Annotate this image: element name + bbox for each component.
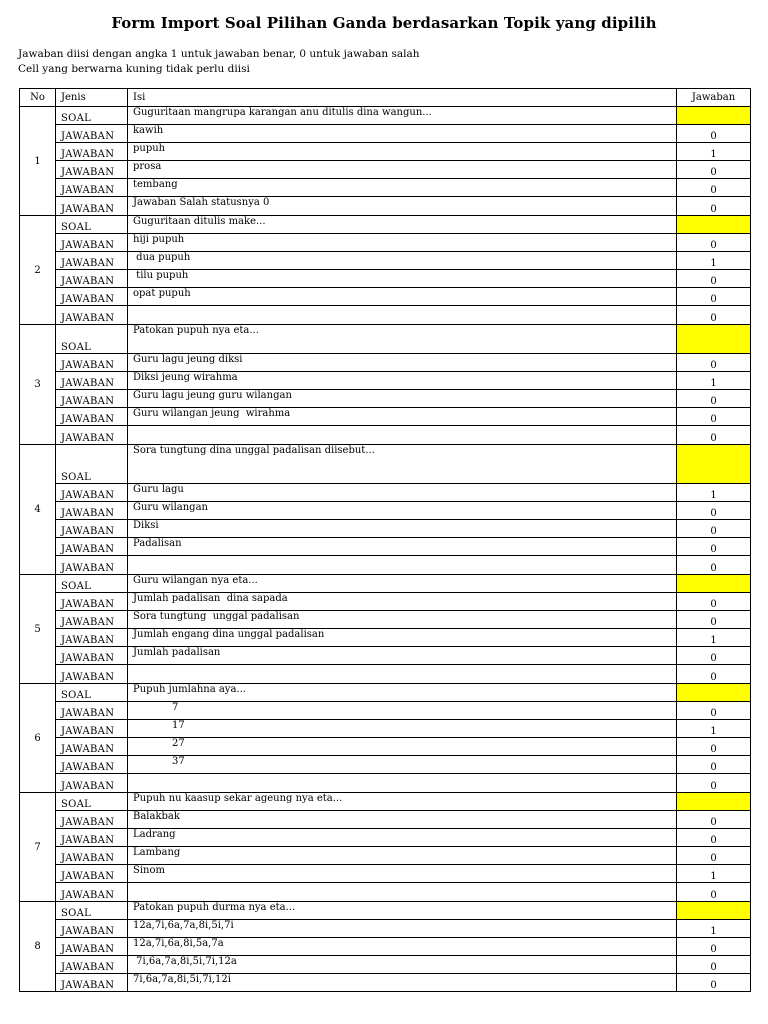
answer-key-cell[interactable]: 0 [677,756,751,774]
jenis-cell: JAWABAN [56,811,128,829]
answer-text[interactable] [128,774,677,793]
answer-key-cell[interactable]: 0 [677,408,751,426]
jenis-cell: SOAL [56,216,128,234]
answer-key-cell[interactable]: 0 [677,938,751,956]
answer-row [20,593,751,611]
answer-text[interactable]: Jawaban Salah statusnya 0 [128,197,677,216]
question-row [20,575,751,593]
answer-row [20,270,751,288]
answer-key-cell[interactable]: 0 [677,426,751,445]
question-number: 8 [20,902,56,992]
answer-text[interactable] [128,306,677,325]
answer-text[interactable]: Guru lagu jeung guru wilangan [128,390,677,408]
answer-row [20,647,751,665]
question-number: 4 [20,445,56,575]
jenis-cell: JAWABAN [56,847,128,865]
answer-key-cell[interactable]: 0 [677,974,751,992]
question-body [20,107,751,992]
jenis-cell: JAWABAN [56,179,128,197]
question-table [19,88,751,992]
answer-text[interactable]: tilu pupuh [128,270,677,288]
question-row [20,684,751,702]
answer-row [20,974,751,992]
header-no: No [20,89,56,107]
answer-text[interactable]: Diksi [128,520,677,538]
answer-row [20,611,751,629]
answer-key-cell[interactable]: 1 [677,372,751,390]
answer-key-cell[interactable]: 0 [677,811,751,829]
answer-row [20,252,751,270]
header-jenis: Jenis [56,89,128,107]
answer-row [20,829,751,847]
question-text[interactable]: Patokan pupuh nya eta... [128,325,677,354]
answer-text[interactable] [128,883,677,902]
question-text[interactable]: Guguritaan ditulis make... [128,216,677,234]
answer-row [20,938,751,956]
jenis-cell: JAWABAN [56,390,128,408]
answer-key-cell[interactable]: 0 [677,829,751,847]
answer-key-cell[interactable]: 0 [677,738,751,756]
question-row [20,107,751,125]
question-number: 3 [20,325,56,445]
question-number: 7 [20,793,56,902]
answer-key-cell[interactable]: 0 [677,197,751,216]
jenis-cell: JAWABAN [56,556,128,575]
question-number: 2 [20,216,56,325]
jenis-cell: JAWABAN [56,629,128,647]
answer-text[interactable]: 17 [128,720,677,738]
jenis-cell: JAWABAN [56,426,128,445]
answer-text[interactable]: Balakbak [128,811,677,829]
answer-text[interactable]: kawih [128,125,677,143]
answer-row [20,811,751,829]
answer-text[interactable]: pupuh [128,143,677,161]
answer-row [20,354,751,372]
answer-row [20,390,751,408]
jenis-cell: JAWABAN [56,125,128,143]
answer-text[interactable]: Padalisan [128,538,677,556]
answer-key-cell-highlighted [677,902,751,920]
question-row [20,445,751,484]
question-number: 6 [20,684,56,793]
answer-key-cell-highlighted [677,325,751,354]
answer-key-cell[interactable]: 0 [677,593,751,611]
page-title: Form Import Soal Pilihan Ganda berdasarkan Topik yang dipilih [111,14,657,32]
answer-text[interactable] [128,556,677,575]
answer-text[interactable]: Guru lagu jeung diksi [128,354,677,372]
question-text[interactable]: Guru wilangan nya eta... [128,575,677,593]
jenis-cell: JAWABAN [56,829,128,847]
jenis-cell: SOAL [56,793,128,811]
answer-text[interactable]: 12a,7i,6a,7a,8i,5i,7i [128,920,677,938]
answer-key-cell[interactable]: 0 [677,611,751,629]
answer-row [20,288,751,306]
answer-key-cell-highlighted [677,575,751,593]
answer-text[interactable]: 12a,7i,6a,8i,5a,7a [128,938,677,956]
answer-key-cell[interactable]: 0 [677,270,751,288]
answer-row [20,720,751,738]
jenis-cell: SOAL [56,445,128,484]
answer-key-cell[interactable]: 1 [677,629,751,647]
answer-text[interactable]: 7 [128,702,677,720]
question-number: 5 [20,575,56,684]
header-row [20,89,751,107]
jenis-cell: JAWABAN [56,647,128,665]
instruction-line: Jawaban diisi dengan angka 1 untuk jawaban benar, 0 untuk jawaban salah [18,48,420,60]
jenis-cell: JAWABAN [56,611,128,629]
answer-key-cell-highlighted [677,793,751,811]
answer-text[interactable]: tembang [128,179,677,197]
answer-row [20,197,751,216]
header-isi: Isi [128,89,677,107]
answer-text[interactable]: prosa [128,161,677,179]
answer-key-cell[interactable]: 0 [677,665,751,684]
answer-row [20,883,751,902]
answer-text[interactable]: Diksi jeung wirahma [128,372,677,390]
answer-row [20,665,751,684]
answer-key-cell[interactable]: 0 [677,179,751,197]
jenis-cell: JAWABAN [56,956,128,974]
jenis-cell: SOAL [56,325,128,354]
answer-key-cell[interactable]: 0 [677,647,751,665]
jenis-cell: JAWABAN [56,502,128,520]
answer-text[interactable]: Jumlah engang dina unggal padalisan [128,629,677,647]
jenis-cell: JAWABAN [56,738,128,756]
answer-row [20,502,751,520]
jenis-cell: JAWABAN [56,665,128,684]
answer-key-cell[interactable]: 0 [677,883,751,902]
question-number: 1 [20,107,56,216]
jenis-cell: SOAL [56,575,128,593]
answer-row [20,408,751,426]
answer-row [20,756,751,774]
jenis-cell: JAWABAN [56,593,128,611]
answer-key-cell[interactable]: 1 [677,720,751,738]
answer-key-cell[interactable]: 0 [677,847,751,865]
answer-text[interactable]: Lambang [128,847,677,865]
answer-key-cell-highlighted [677,107,751,125]
answer-key-cell[interactable]: 0 [677,774,751,793]
jenis-cell: SOAL [56,107,128,125]
question-text[interactable]: Guguritaan mangrupa karangan anu ditulis dina wangun... [128,107,677,125]
answer-row [20,426,751,445]
question-text[interactable]: Patokan pupuh durma nya eta... [128,902,677,920]
answer-key-cell[interactable]: 1 [677,865,751,883]
answer-text[interactable]: Jumlah padalisan [128,647,677,665]
answer-row [20,865,751,883]
answer-text[interactable]: 27 [128,738,677,756]
jenis-cell: JAWABAN [56,756,128,774]
answer-row [20,556,751,575]
question-row [20,325,751,354]
answer-key-cell[interactable]: 0 [677,502,751,520]
answer-key-cell[interactable]: 0 [677,520,751,538]
instruction-line: Cell yang berwarna kuning tidak perlu diisi [18,62,250,75]
answer-key-cell[interactable]: 0 [677,234,751,252]
answer-row [20,538,751,556]
header-jawaban: Jawaban [677,89,751,107]
answer-key-cell[interactable]: 1 [677,143,751,161]
answer-row [20,372,751,390]
jenis-cell: JAWABAN [56,938,128,956]
answer-key-cell[interactable]: 0 [677,354,751,372]
answer-text[interactable]: Guru wilangan jeung wirahma [128,408,677,426]
answer-row [20,143,751,161]
instructions [18,47,419,76]
answer-row [20,161,751,179]
answer-text[interactable]: 7i,6a,7a,8i,5i,7i,12a [128,956,677,974]
question-row [20,216,751,234]
jenis-cell: JAWABAN [56,270,128,288]
answer-row [20,920,751,938]
jenis-cell: JAWABAN [56,520,128,538]
answer-text[interactable] [128,426,677,445]
jenis-cell: JAWABAN [56,920,128,938]
answer-text[interactable]: Guru lagu [128,484,677,502]
jenis-cell: JAWABAN [56,702,128,720]
answer-row [20,629,751,647]
answer-row [20,956,751,974]
answer-text[interactable]: 37 [128,756,677,774]
jenis-cell: JAWABAN [56,538,128,556]
question-text[interactable]: Pupuh nu kaasup sekar ageung nya eta... [128,793,677,811]
jenis-cell: JAWABAN [56,720,128,738]
jenis-cell: JAWABAN [56,354,128,372]
answer-row [20,774,751,793]
answer-text[interactable]: opat pupuh [128,288,677,306]
answer-text[interactable]: Sinom [128,865,677,883]
jenis-cell: JAWABAN [56,372,128,390]
answer-text[interactable]: 7i,6a,7a,8i,5i,7i,12i [128,974,677,992]
question-row [20,902,751,920]
jenis-cell: JAWABAN [56,197,128,216]
jenis-cell: SOAL [56,684,128,702]
answer-row [20,738,751,756]
jenis-cell: JAWABAN [56,143,128,161]
question-text[interactable]: Pupuh jumlahna aya... [128,684,677,702]
jenis-cell: JAWABAN [56,865,128,883]
answer-text[interactable]: Guru wilangan [128,502,677,520]
jenis-cell: JAWABAN [56,408,128,426]
answer-row [20,234,751,252]
jenis-cell: JAWABAN [56,883,128,902]
answer-text[interactable]: dua pupuh [128,252,677,270]
answer-row [20,484,751,502]
answer-key-cell[interactable]: 0 [677,702,751,720]
answer-key-cell[interactable]: 0 [677,390,751,408]
answer-text[interactable]: Ladrang [128,829,677,847]
answer-key-cell[interactable]: 0 [677,956,751,974]
answer-key-cell[interactable]: 0 [677,306,751,325]
jenis-cell: JAWABAN [56,252,128,270]
jenis-cell: JAWABAN [56,161,128,179]
answer-text[interactable]: hiji pupuh [128,234,677,252]
jenis-cell: JAWABAN [56,774,128,793]
answer-key-cell[interactable]: 1 [677,252,751,270]
answer-row [20,179,751,197]
jenis-cell: JAWABAN [56,234,128,252]
answer-key-cell-highlighted [677,684,751,702]
question-row [20,793,751,811]
answer-row [20,520,751,538]
jenis-cell: JAWABAN [56,288,128,306]
answer-row [20,125,751,143]
jenis-cell: JAWABAN [56,974,128,992]
answer-key-cell[interactable]: 0 [677,288,751,306]
answer-row [20,702,751,720]
answer-text[interactable]: Sora tungtung unggal padalisan [128,611,677,629]
jenis-cell: SOAL [56,902,128,920]
answer-row [20,306,751,325]
answer-key-cell[interactable]: 0 [677,125,751,143]
answer-key-cell-highlighted [677,445,751,484]
answer-text[interactable]: Jumlah padalisan dina sapada [128,593,677,611]
answer-row [20,847,751,865]
answer-key-cell[interactable]: 0 [677,556,751,575]
jenis-cell: JAWABAN [56,306,128,325]
answer-key-cell[interactable]: 1 [677,920,751,938]
question-text[interactable]: Sora tungtung dina unggal padalisan diisebut... [128,445,677,484]
answer-text[interactable] [128,665,677,684]
answer-key-cell[interactable]: 0 [677,161,751,179]
jenis-cell: JAWABAN [56,484,128,502]
answer-key-cell-highlighted [677,216,751,234]
answer-key-cell[interactable]: 0 [677,538,751,556]
answer-key-cell[interactable]: 1 [677,484,751,502]
